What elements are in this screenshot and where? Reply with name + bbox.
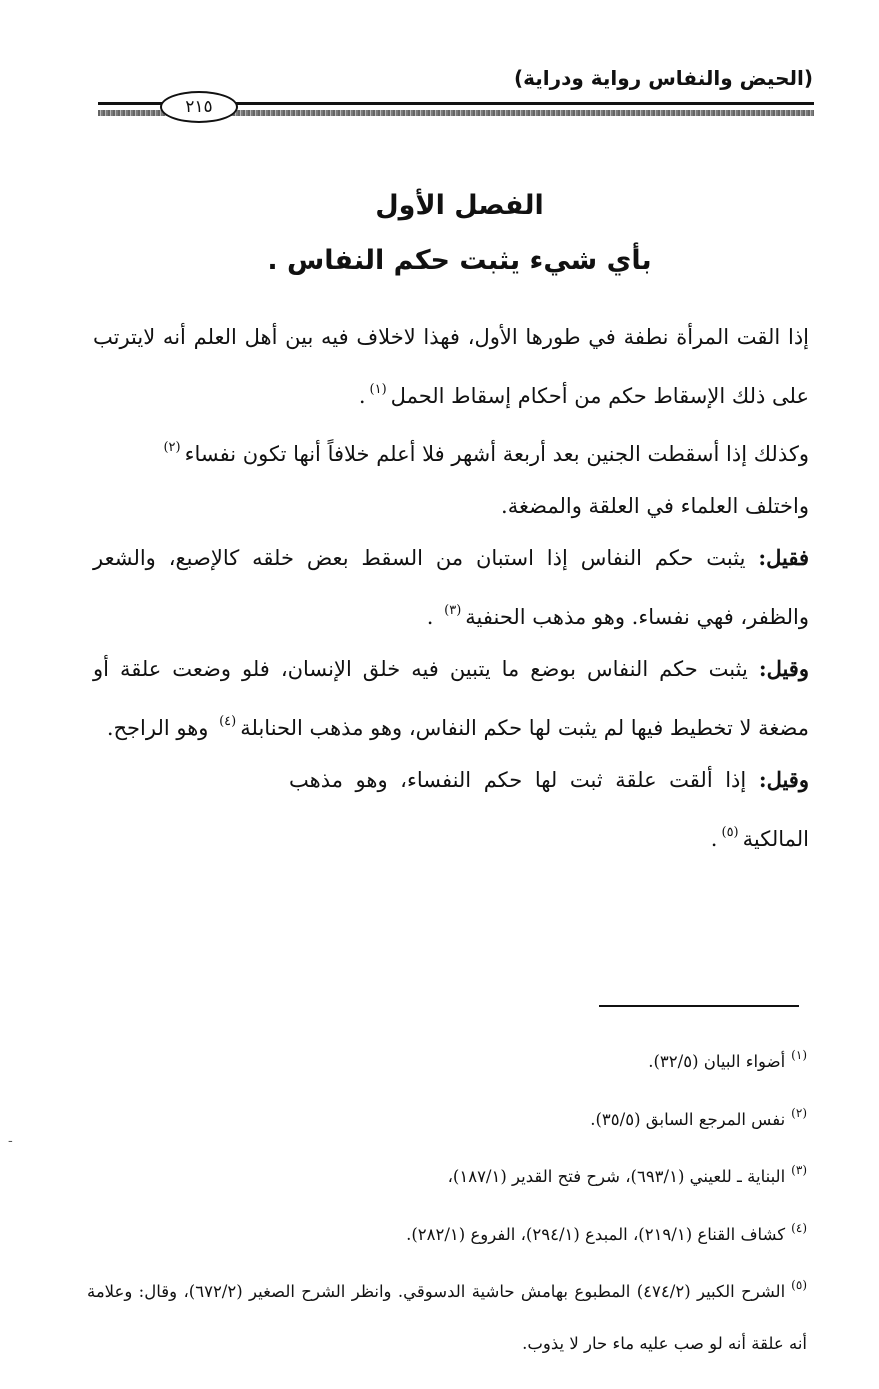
footnote — [87, 1030, 807, 1088]
paragraph-text: إذا ألقت علقة ثبت لها حكم النفساء، وهو مذهب — [289, 768, 759, 792]
footnote-number: (٣) — [791, 1163, 807, 1177]
chapter-subtitle: بأي شيء يثبت حكم النفاس . — [267, 245, 652, 276]
footnote-number: (٥) — [791, 1278, 807, 1292]
paragraph-text: واختلف العلماء في العلقة والمضغة. — [501, 493, 809, 518]
paragraph-text: . — [426, 604, 441, 629]
footnote-ref: (٣) — [444, 602, 462, 618]
paragraph-text: المالكية — [742, 826, 809, 851]
paragraph-text: إذا القت المرأة نطفة في طورها الأول، فهذا لاخلاف فيه بين أهل العلم أنه لايترتب على ذلك الإسقاط حكم من أحكام إسقاط الحمل — [93, 325, 809, 408]
footnote-ref: (٤) — [219, 713, 237, 729]
footnotes — [87, 1030, 807, 1369]
footnote-text: أضواء البيان (٣٢/٥). — [648, 1052, 786, 1071]
footnote — [87, 1088, 807, 1146]
footnote-ref: (٥) — [721, 824, 739, 840]
paragraph-text: . — [710, 826, 718, 851]
paragraph — [93, 481, 809, 533]
paragraph-text: يثبت حكم النفاس بوضع ما يتبين فيه خلق الإنسان، فلو وضعت علقة أو مضغة لا تخطيط فيها لم يثبت لها حكم النفاس، وهو مذهب الحنابلة — [93, 657, 809, 740]
footnote-text: نفس المرجع السابق (٣٥/٥). — [590, 1109, 786, 1129]
footnote — [87, 1145, 807, 1203]
paragraph-lead: وقيل: — [758, 656, 809, 681]
footnote-number: (٢) — [791, 1105, 807, 1120]
footnote-number: (١) — [791, 1048, 807, 1062]
footnote-number: (٤) — [791, 1220, 807, 1235]
paragraph — [289, 754, 809, 865]
footnote-text: البناية ـ للعيني (٦٩٣/١)، شرح فتح القدير (١٨٧/١)، — [447, 1167, 786, 1186]
paragraph-text: . — [358, 383, 366, 408]
footnote-ref: (١) — [369, 381, 387, 397]
chapter-heading: الفصل الأول — [375, 190, 544, 221]
paragraph — [93, 532, 809, 643]
footnote-separator — [599, 1005, 799, 1007]
paragraph-text: وكذلك إذا أسقطت الجنين بعد أربعة أشهر فلا أعلم خلافاً أنها تكون نفساء — [184, 442, 809, 466]
paragraph — [93, 643, 809, 754]
scan-mark: - — [8, 1133, 13, 1149]
footnote-ref: (٢) — [163, 440, 181, 455]
paragraph-text: يثبت حكم النفاس إذا استبان من السقط بعض خلقه كالإصبع، والشعر والظفر، فهي نفساء. وهو مذهب الحنفية — [93, 546, 809, 629]
paragraph-text: وهو الراجح. — [106, 715, 216, 740]
paragraph — [93, 422, 809, 481]
paragraph-lead: وقيل: — [758, 767, 809, 792]
page-number: ٢١٥ — [160, 91, 238, 123]
paragraph — [93, 312, 809, 422]
paragraph-lead: فقيل: — [758, 545, 809, 570]
footnote — [87, 1203, 807, 1261]
footnote — [87, 1260, 807, 1369]
running-title: (الحيض والنفاس رواية ودراية) — [513, 66, 813, 90]
footnote-text: كشاف القناع (٢١٩/١)، المبدع (٢٩٤/١)، الفروع (٢٨٢/١). — [406, 1224, 786, 1244]
footnote-text: الشرح الكبير (٤٧٤/٢) المطبوع بهامش حاشية الدسوقي. وانظر الشرح الصغير (٦٧٢/٢)، وقال: وعلامة أنه علقة أنه لو صب عليه ماء حار لا يذوب. — [87, 1282, 807, 1353]
body-text — [93, 312, 809, 865]
